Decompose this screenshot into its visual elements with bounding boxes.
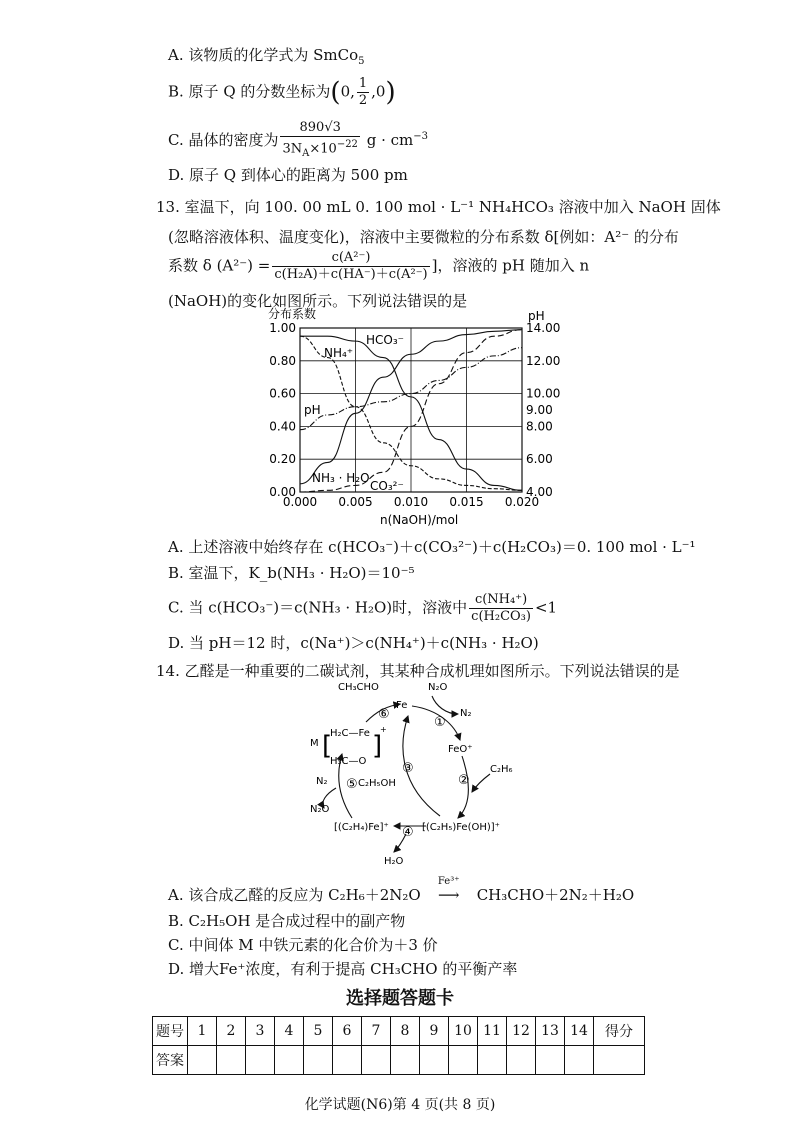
y-right-tick-label: 6.00	[526, 452, 553, 467]
answer-cell[interactable]	[275, 1046, 304, 1075]
answer-cell[interactable]	[536, 1046, 565, 1075]
species-feo: FeO⁺	[448, 744, 473, 755]
answer-cell[interactable]	[362, 1046, 391, 1075]
y-right-tick-label: 4.00	[526, 485, 553, 499]
q13-stem-line2: (忽略溶液体积、温度变化)，溶液中主要微粒的分布系数 δ[例如：A²⁻ 的分布	[168, 228, 679, 246]
question-number: 14	[565, 1017, 594, 1046]
x-tick-label: 0.005	[338, 495, 373, 509]
answer-row-label: 答案	[153, 1046, 188, 1075]
chart-label-ph: pH	[304, 403, 321, 417]
question-number: 12	[507, 1017, 536, 1046]
y-left-tick-label: 0.00	[269, 485, 296, 499]
q13-option-b: B. 室温下，K_b(NH₃ · H₂O)＝10⁻⁵	[168, 564, 415, 582]
species-m-top: H₂C—Fe	[330, 728, 370, 739]
answer-cell[interactable]	[507, 1046, 536, 1075]
x-tick-label: 0.000	[282, 495, 318, 509]
arrow-c2h6-in	[472, 774, 490, 792]
q12-b-fraction: $\frac{1}{2}$	[358, 76, 368, 108]
step-label-3: ③	[402, 761, 414, 776]
question-number: 8	[391, 1017, 420, 1046]
question-number: 11	[478, 1017, 507, 1046]
y-left-tick-label: 0.40	[269, 419, 296, 434]
species-fe: Fe	[396, 700, 408, 711]
mechanism-diagram	[290, 676, 540, 876]
y-left-tick-label: 0.20	[269, 452, 296, 467]
q13-delta-fraction: $\frac{\text{c(A²⁻)}}{\text{c(H₂A)＋c(HA⁻)＋c(A²⁻)}}$	[274, 250, 428, 282]
bracket-open: [	[322, 731, 333, 761]
q14-stem: 14. 乙醛是一种重要的二碳试剂，其某种合成机理如图所示。下列说法错误的是	[156, 662, 680, 680]
chart-label-co3: CO₃²⁻	[370, 479, 404, 493]
answer-card-table	[152, 1016, 645, 1075]
y-right-tick-label: 9.00	[526, 403, 553, 417]
reaction-arrow: Fe³⁺ ⟶	[437, 876, 460, 904]
answer-cell[interactable]	[420, 1046, 449, 1075]
answer-card-title: 选择题答题卡	[346, 988, 454, 1009]
question-number: 10	[449, 1017, 478, 1046]
number-row-label: 题号	[153, 1017, 188, 1046]
q12-option-b: B. 原子 Q 的分数坐标为(0, $\frac{1}{2}$ ,0)	[168, 76, 396, 108]
y-right-tick-label: 10.00	[526, 386, 561, 401]
species-m-charge: +	[380, 725, 387, 734]
chart-label-nh4: NH₄⁺	[324, 346, 354, 360]
answer-cell[interactable]	[246, 1046, 275, 1075]
species-c2h5feoh: [(C₂H₅)Fe(OH)]⁺	[422, 822, 500, 833]
x-tick-label: 0.010	[393, 495, 429, 509]
answer-cell[interactable]	[391, 1046, 420, 1075]
question-number: 1	[188, 1017, 217, 1046]
q14-option-d: D. 增大Fe⁺浓度，有利于提高 CH₃CHO 的平衡产率	[168, 960, 518, 978]
species-n2o-left: N₂O	[310, 804, 330, 815]
arrow-n2o-in	[432, 696, 458, 714]
question-number: 2	[217, 1017, 246, 1046]
y-right-tick-label: 14.00	[526, 321, 561, 335]
answer-cell[interactable]	[565, 1046, 594, 1075]
step-label-1: ①	[434, 715, 446, 730]
step-label-2: ②	[458, 773, 470, 788]
answer-cell[interactable]	[478, 1046, 507, 1075]
q12-option-d: D. 原子 Q 到体心的距离为 500 pm	[168, 166, 408, 184]
y-left-tick-label: 0.80	[269, 353, 296, 368]
species-acetaldehyde: CH₃CHO	[338, 682, 379, 693]
answer-cell[interactable]	[217, 1046, 246, 1075]
answer-cell[interactable]	[304, 1046, 333, 1075]
page-footer: 化学试题(N6)第 4 页(共 8 页)	[304, 1097, 496, 1113]
q14-option-c: C. 中间体 M 中铁元素的化合价为＋3 价	[168, 936, 438, 954]
chart-label-hco3: HCO₃⁻	[366, 333, 404, 347]
question-number: 9	[420, 1017, 449, 1046]
chart-ylabel-right: pH	[528, 309, 545, 323]
y-left-tick-label: 1.00	[269, 321, 296, 335]
species-n2o-top: N₂O	[428, 682, 448, 693]
step-label-4: ④	[402, 825, 414, 840]
step-label-5: ⑤	[346, 777, 358, 792]
y-right-tick-label: 12.00	[526, 353, 561, 368]
species-n2-left: N₂	[316, 776, 328, 787]
x-tick-label: 0.015	[449, 495, 484, 509]
x-tick-label: 0.020	[504, 495, 540, 509]
q12-c-fraction: $\frac{890√3}{3N_A\times 10^{-22}}$	[282, 120, 358, 159]
question-number: 4	[275, 1017, 304, 1046]
score-header: 得分	[594, 1017, 645, 1046]
y-right-tick-label: 8.00	[526, 419, 553, 434]
score-cell[interactable]	[594, 1046, 645, 1075]
species-c2h5oh: C₂H₅OH	[358, 778, 396, 789]
distribution-chart	[240, 306, 570, 528]
question-number: 13	[536, 1017, 565, 1046]
chart-ylabel-left: 分布系数	[268, 307, 317, 321]
answer-cell[interactable]	[449, 1046, 478, 1075]
q12-option-a: A. 该物质的化学式为 SmCo$_5$	[168, 46, 365, 67]
question-number: 7	[362, 1017, 391, 1046]
answer-card-number-row	[153, 1017, 645, 1046]
question-number: 3	[246, 1017, 275, 1046]
q13-stem-line3: 系数 δ (A²⁻) = $\frac{\text{c(A²⁻)}}{\text{c(H₂A)＋c(HA⁻)＋c(A²⁻)}}$ ]，溶液的 pH 随加入 n	[168, 250, 590, 282]
bracket-close: ]	[372, 731, 383, 761]
q13-option-a: A. 上述溶液中始终存在 c(HCO₃⁻)＋c(CO₃²⁻)＋c(H₂CO₃)＝0. 100 mol · L⁻¹	[168, 538, 696, 556]
q12-option-c: C. 晶体的密度为 $\frac{890√3}{3N_A\times 10^{-22}}$ $g \cdot cm^{-3}$	[168, 120, 428, 162]
q14-option-a: A. 该合成乙醛的反应为 C₂H₆＋2N₂O Fe³⁺ ⟶ CH₃CHO＋2N₂＋H₂O	[168, 876, 635, 904]
species-h2o: H₂O	[384, 856, 404, 867]
chart-xlabel: n(NaOH)/mol	[380, 513, 459, 527]
y-left-tick-label: 0.60	[269, 386, 296, 401]
species-c2h6: C₂H₆	[490, 764, 513, 775]
species-c2h4fe: [(C₂H₄)Fe]⁺	[334, 822, 389, 833]
species-m-bot: H₃C—O	[330, 756, 367, 767]
answer-card-answer-row	[153, 1046, 645, 1075]
step-label-6: ⑥	[378, 707, 390, 722]
q13-stem-line4: (NaOH)的变化如图所示。下列说法错误的是	[168, 292, 468, 310]
q13-c-fraction: $\frac{\text{c(NH₄⁺)}}{\text{c(H₂CO₃)}}$	[471, 592, 531, 624]
species-n2-right: N₂	[460, 708, 472, 719]
q13-option-c: C. 当 c(HCO₃⁻)＝c(NH₃ · H₂O)时，溶液中 $\frac{\text{c(NH₄⁺)}}{\text{c(H₂CO₃)}}$ <1	[168, 592, 558, 624]
question-number: 6	[333, 1017, 362, 1046]
q13-option-d: D. 当 pH＝12 时，c(Na⁺)＞c(NH₄⁺)＋c(NH₃ · H₂O)	[168, 634, 539, 652]
chart-label-nh3: NH₃ · H₂O	[312, 471, 370, 485]
q13-stem-line1: 13. 室温下，向 100. 00 mL 0. 100 mol · L⁻¹ NH₄HCO₃ 溶液中加入 NaOH 固体	[156, 198, 721, 216]
question-number: 5	[304, 1017, 333, 1046]
answer-cell[interactable]	[188, 1046, 217, 1075]
species-m-label: M	[310, 738, 319, 749]
answer-cell[interactable]	[333, 1046, 362, 1075]
q14-option-b: B. C₂H₅OH 是合成过程中的副产物	[168, 912, 406, 930]
